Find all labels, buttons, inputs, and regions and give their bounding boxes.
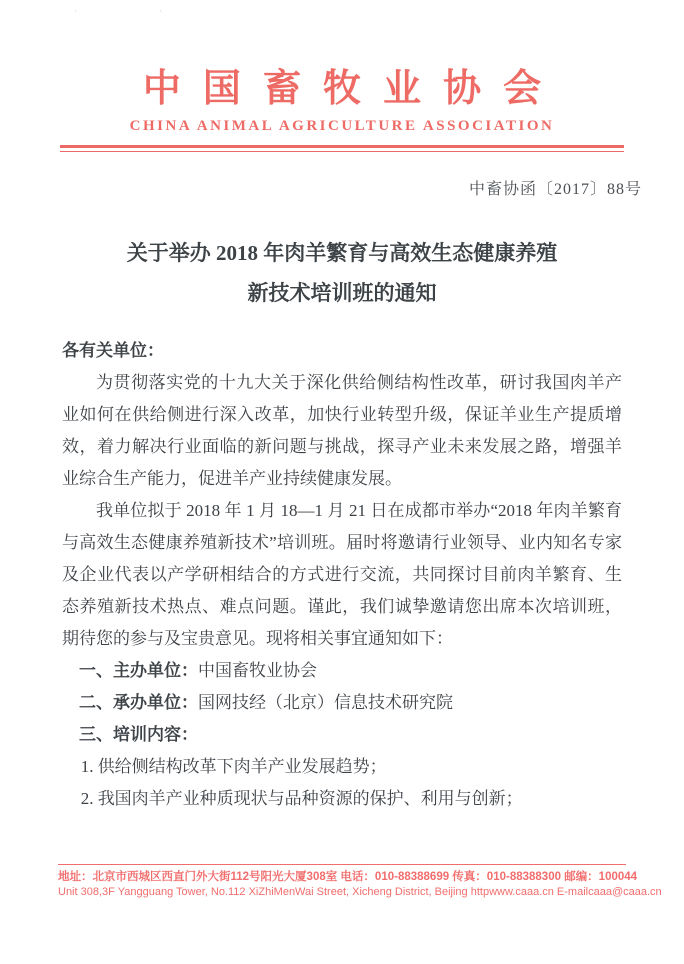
section-label: 一、主办单位： — [79, 661, 198, 680]
document-number: 中畜协函〔2017〕88号 — [468, 181, 642, 198]
section-training-content — [62, 719, 622, 751]
page-footer — [0, 864, 684, 900]
section-host-unit — [62, 655, 622, 687]
notice-title — [0, 233, 684, 313]
section-label: 二、承办单位： — [79, 693, 198, 712]
notice-title-line1: 关于举办 2018 年肉羊繁育与高效生态健康养殖 — [126, 241, 558, 265]
scan-artifact: · · — [74, 6, 203, 16]
list-item: 1. 供给侧结构改革下肉羊产业发展趋势； — [80, 757, 387, 776]
section-organizer-unit — [62, 687, 622, 719]
letterhead-divider — [60, 145, 624, 152]
footer-contact — [58, 870, 662, 900]
list-item: 2. 我国肉羊产业种质现状与品种资源的保护、利用与创新； — [80, 789, 523, 808]
salutation: 各有关单位： — [62, 341, 164, 360]
org-name-english: CHINA ANIMAL AGRICULTURE ASSOCIATION — [129, 118, 555, 134]
footer-divider — [58, 864, 626, 865]
paragraph: 为贯彻落实党的十九大关于深化供给侧结构性改革，研讨我国肉羊产业如何在供给侧进行深入改革，加快行业转型升级，保证羊业生产提质增效，着力解决行业面临的新问题与挑战，探寻产业未来发展之路，增强羊业综合生产能力，促进羊产业持续健康发展。 — [62, 373, 622, 488]
paragraph: 我单位拟于 2018 年 1 月 18—1 月 21 日在成都市举办“2018 年肉羊繁育与高效生态健康养殖新技术”培训班。届时将邀请行业领导、业内知名专家及企业代表以产学研相结合的方式进行交流，共同探讨目前肉羊繁育、生态养殖新技术热点、难点问题。谨此，我们诚挚邀请您出席本次培训班，期待您的参与及宝贵意见。现将相关事宜通知如下： — [62, 501, 622, 648]
section-value: 中国畜牧业协会 — [198, 661, 317, 680]
footer-address-cn: 地址：北京市西城区西直门外大街112号阳光大厦308室 电话：010-88388699 传真：010-88388300 邮编：100044 — [58, 871, 638, 883]
notice-body — [62, 335, 622, 815]
notice-title-line2: 新技术培训班的通知 — [247, 281, 437, 305]
org-name-chinese: 中国畜牧业协会 — [142, 68, 564, 110]
letterhead — [0, 66, 684, 136]
section-label: 三、培训内容： — [79, 725, 198, 744]
section-value: 国网技经（北京）信息技术研究院 — [198, 693, 453, 712]
footer-address-en: Unit 308,3F Yangguang Tower, No.112 XiZhiMenWai Street, Xicheng District, Beijing httpwww.caaa.cn E-mailcaaa@caaa.cn — [58, 886, 662, 898]
